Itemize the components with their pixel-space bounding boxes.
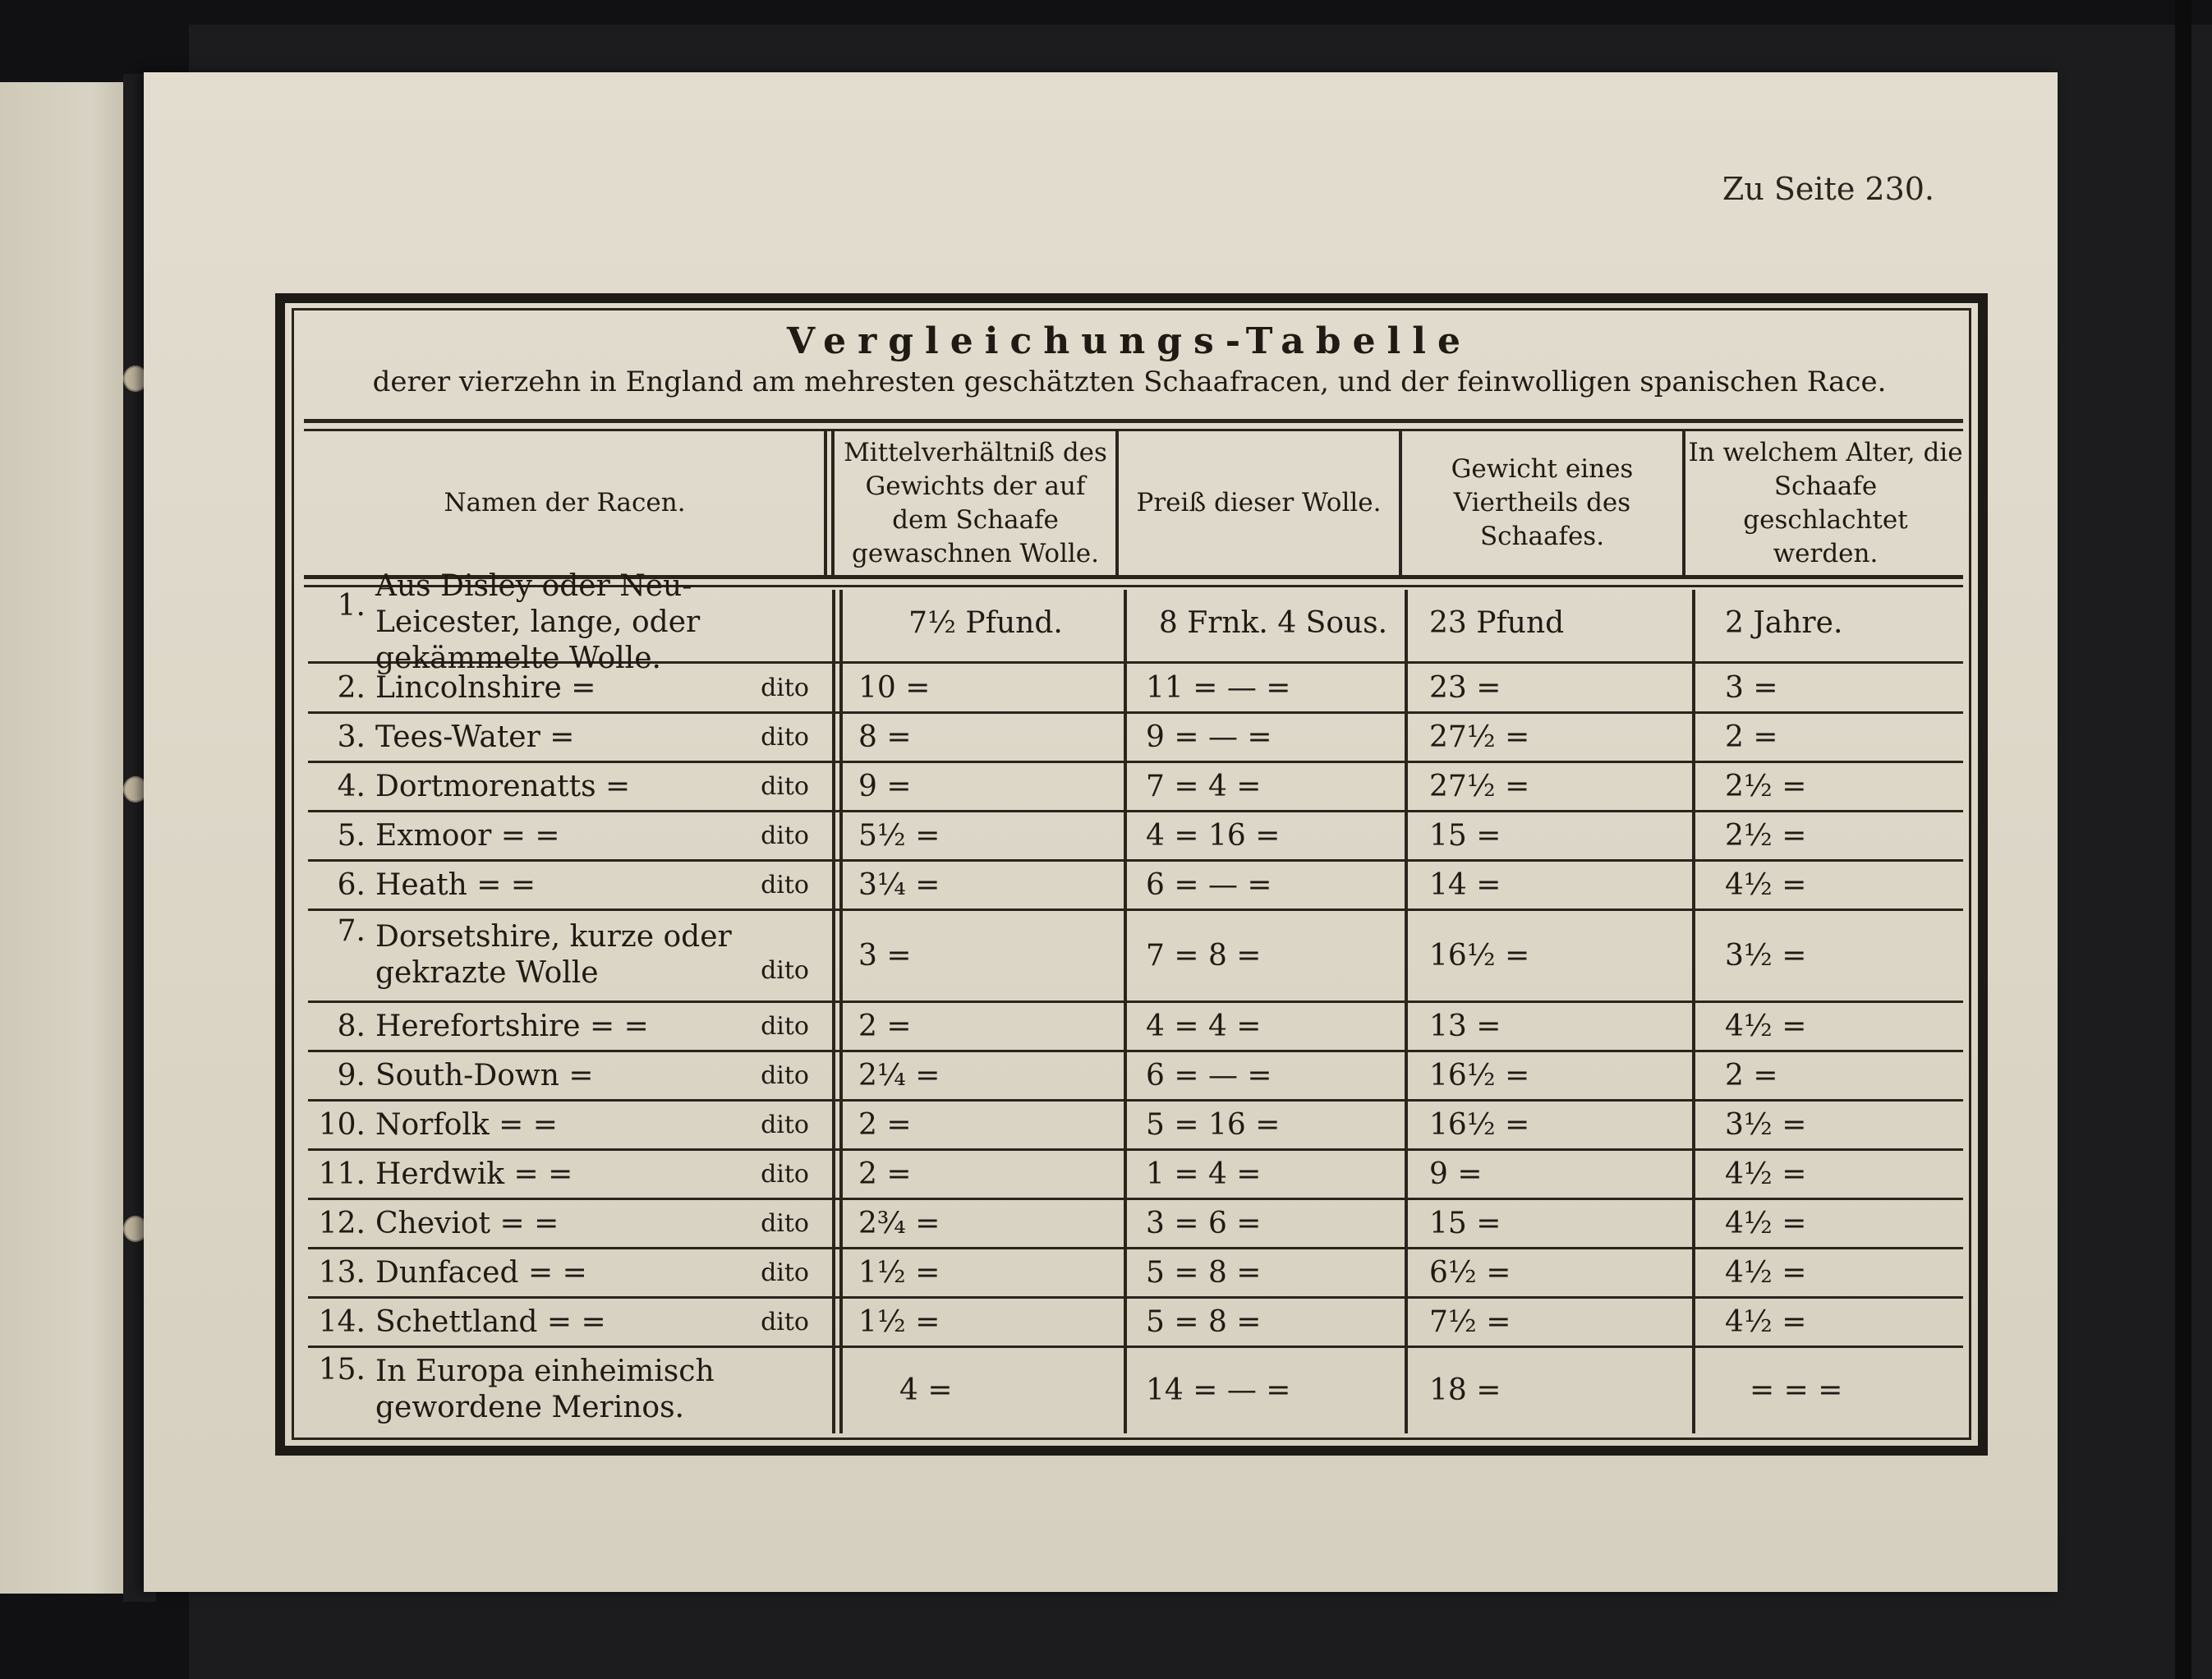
quarter-weight-cell: [1429, 1199, 1676, 1247]
value: 16½ =: [1429, 1107, 1530, 1142]
row-rule: [308, 1346, 1963, 1348]
value: 5 = 8 =: [1146, 1304, 1262, 1339]
value: 1 = 4 =: [1146, 1157, 1262, 1191]
age-cell: [1700, 1199, 1971, 1247]
quarter-weight-cell: [1429, 1298, 1676, 1346]
quarter-weight-cell: [1429, 1002, 1676, 1050]
value: 3 = 6 =: [1146, 1206, 1262, 1240]
table-row: [308, 812, 834, 859]
race-name: Aus Disley oder Neu-Leicester, lange, oder gekämmelte Wolle.: [375, 569, 701, 675]
race-name: Cheviot = =: [375, 1206, 559, 1240]
quarter-weight-cell: [1429, 713, 1676, 761]
wool-weight-cell: [850, 713, 1129, 761]
quarter-weight-cell: [1429, 1249, 1676, 1296]
value: 2 =: [1725, 1058, 1778, 1092]
ditto-mark: dito: [761, 1011, 809, 1041]
price-cell: [1146, 664, 1400, 711]
table-row: [308, 1298, 834, 1346]
price-cell: [1146, 1298, 1400, 1346]
wool-weight-cell: [850, 1249, 1129, 1296]
row-number: 11.: [318, 1157, 366, 1191]
page-reference: Zu Seite 230.: [1722, 171, 1934, 207]
age-cell: [1700, 762, 1971, 810]
value: 3 =: [858, 938, 912, 973]
table-row: [308, 1051, 834, 1099]
age-cell: [1700, 1101, 1971, 1148]
age-cell: [1700, 664, 1971, 711]
wool-weight-cell: [850, 664, 1129, 711]
value: 6½ =: [1429, 1255, 1511, 1290]
value: 14 =: [1429, 867, 1501, 902]
value: 2 Jahre.: [1725, 605, 1843, 640]
value: 9 =: [1429, 1157, 1483, 1191]
price-cell: [1146, 1002, 1400, 1050]
value: 13 =: [1429, 1009, 1501, 1043]
table-subtitle: derer vierzehn in England am mehresten geschätzten Schaafracen, und der feinwolligen spanischen Race.: [372, 366, 1887, 398]
ditto-mark: dito: [761, 1159, 809, 1189]
value: 2¼ =: [858, 1058, 940, 1092]
header-names: Namen der Racen.: [444, 488, 686, 518]
value: 7½ =: [1429, 1304, 1511, 1339]
value: 4½ =: [1725, 1255, 1807, 1290]
race-name: Norfolk = =: [375, 1107, 558, 1142]
price-cell: [1146, 910, 1400, 1000]
scan-edge: [2175, 0, 2191, 1679]
value: 2½ =: [1725, 769, 1807, 803]
column-rule: [1682, 431, 1685, 575]
value: 2 =: [858, 1157, 912, 1191]
value: 5 = 16 =: [1146, 1107, 1281, 1142]
wool-weight-cell: [850, 910, 1129, 1000]
column-rule: [1692, 590, 1695, 1433]
wool-weight-cell: [850, 585, 1121, 660]
age-cell: [1700, 910, 1971, 1000]
age-cell: [1700, 1298, 1971, 1346]
value: 4½ =: [1725, 1009, 1807, 1043]
value: 7 = 8 =: [1146, 938, 1262, 973]
race-name: Tees-Water =: [375, 720, 575, 754]
value: 8 Frnk. 4 Sous.: [1158, 605, 1388, 640]
value: 6 = — =: [1146, 1058, 1272, 1092]
value: 5 = 8 =: [1146, 1255, 1262, 1290]
value: 3½ =: [1725, 938, 1807, 973]
rule: [304, 419, 1963, 423]
column-rule: [1405, 590, 1408, 1433]
wool-weight-cell: [850, 1002, 1129, 1050]
value: 8 =: [858, 720, 912, 754]
row-number: 14.: [318, 1304, 366, 1339]
column-rule: [1399, 431, 1402, 575]
price-cell: [1146, 812, 1400, 859]
race-name: Herdwik = =: [375, 1157, 573, 1191]
quarter-weight-cell: [1429, 585, 1676, 660]
ditto-mark: dito: [761, 821, 809, 850]
value: 2½ =: [1725, 818, 1807, 853]
value: 2¾ =: [858, 1206, 940, 1240]
price-cell: [1146, 1249, 1400, 1296]
column-rule: [831, 431, 835, 575]
race-name: Lincolnshire =: [375, 670, 596, 705]
header-quarter-weight: Gewicht eines Viertheils des Schaafes.: [1451, 454, 1634, 551]
value: 5½ =: [858, 818, 940, 853]
value: 4 =: [899, 1373, 953, 1407]
column-rule: [839, 590, 843, 1433]
age-cell: [1700, 1249, 1971, 1296]
value: 3¼ =: [858, 867, 940, 902]
value: 23 Pfund: [1429, 605, 1565, 640]
quarter-weight-cell: [1429, 664, 1676, 711]
price-cell: [1146, 1349, 1400, 1431]
value: 6 = — =: [1146, 867, 1272, 902]
race-name: Schettland = =: [375, 1304, 606, 1339]
table-row: [308, 1101, 834, 1148]
header-age: In welchem Alter, die Schaafe geschlachtet werden.: [1688, 437, 1963, 568]
ditto-mark: dito: [761, 1307, 809, 1336]
ditto-mark: dito: [761, 1110, 809, 1139]
quarter-weight-cell: [1429, 1150, 1676, 1198]
ditto-mark: dito: [761, 956, 809, 985]
value: 2 =: [1725, 720, 1778, 754]
age-cell: [1700, 812, 1971, 859]
price-cell: [1146, 1101, 1400, 1148]
value: 1½ =: [858, 1304, 940, 1339]
race-name: Exmoor = =: [375, 818, 560, 853]
price-cell: [1146, 1199, 1400, 1247]
wool-weight-cell: [850, 762, 1129, 810]
age-cell: [1700, 713, 1971, 761]
age-cell: [1700, 1051, 1971, 1099]
row-number: 8.: [337, 1009, 366, 1043]
table-row: [308, 569, 834, 675]
row-number: 10.: [318, 1107, 366, 1142]
value: = = =: [1750, 1373, 1843, 1407]
price-cell: [1146, 713, 1400, 761]
wool-weight-cell: [850, 1199, 1129, 1247]
ditto-mark: dito: [761, 673, 809, 702]
race-name: Dunfaced = =: [375, 1255, 587, 1290]
value: 2 =: [858, 1107, 912, 1142]
quarter-weight-cell: [1429, 1101, 1676, 1148]
value: 7½ Pfund.: [908, 605, 1063, 640]
wool-weight-cell: [850, 812, 1129, 859]
quarter-weight-cell: [1429, 861, 1676, 908]
column-rule: [824, 431, 827, 575]
value: 16½ =: [1429, 1058, 1530, 1092]
quarter-weight-cell: [1429, 762, 1676, 810]
value: 1½ =: [858, 1255, 940, 1290]
value: 4½ =: [1725, 867, 1807, 902]
column-rule: [1115, 431, 1119, 575]
row-number: 13.: [318, 1255, 366, 1290]
race-name: In Europa einheimisch gewordene Merinos.: [375, 1355, 715, 1424]
price-cell: [1146, 861, 1400, 908]
table-row: [308, 664, 834, 711]
age-cell: [1700, 1150, 1971, 1198]
value: 3 =: [1725, 670, 1778, 705]
value: 11 = — =: [1146, 670, 1291, 705]
ditto-mark: dito: [761, 1060, 809, 1090]
value: 9 =: [858, 769, 912, 803]
price-cell: [1146, 1150, 1400, 1198]
value: 15 =: [1429, 818, 1501, 853]
age-cell: [1700, 861, 1971, 908]
wool-weight-cell: [850, 1298, 1129, 1346]
price-cell: [1146, 762, 1400, 810]
row-number: 2.: [337, 670, 366, 705]
table-row: [308, 1249, 834, 1296]
row-number: 12.: [318, 1206, 366, 1240]
row-number: 15.: [318, 1353, 366, 1387]
race-name: Herefortshire = =: [375, 1009, 649, 1043]
value: 4½ =: [1725, 1157, 1807, 1191]
age-cell: [1700, 1002, 1971, 1050]
table-row: [308, 910, 834, 1000]
value: 16½ =: [1429, 938, 1530, 973]
value: 4½ =: [1725, 1304, 1807, 1339]
table-row: [308, 1199, 834, 1247]
value: 4 = 4 =: [1146, 1009, 1262, 1043]
value: 7 = 4 =: [1146, 769, 1262, 803]
value: 3½ =: [1725, 1107, 1807, 1142]
price-cell: [1146, 585, 1400, 660]
table-row: [308, 1349, 834, 1431]
price-cell: [1146, 1051, 1400, 1099]
wool-weight-cell: [850, 1051, 1129, 1099]
header-wool-weight: Mittelverhältniß des Gewichts der auf dem Schaafe gewaschnen Wolle.: [844, 437, 1107, 568]
race-name: Dortmorenatts =: [375, 769, 631, 803]
header-price: Preiß dieser Wolle.: [1136, 488, 1382, 518]
row-number: 5.: [337, 818, 366, 853]
table-row: [308, 1150, 834, 1198]
value: 18 =: [1429, 1373, 1501, 1407]
left-page-edge: [0, 82, 140, 1594]
wool-weight-cell: [850, 1101, 1129, 1148]
value: 2 =: [858, 1009, 912, 1043]
ditto-mark: dito: [761, 771, 809, 801]
ditto-mark: dito: [761, 1208, 809, 1238]
age-cell: [1700, 585, 1971, 660]
value: 14 = — =: [1146, 1373, 1291, 1407]
value: 27½ =: [1429, 769, 1530, 803]
row-number: 6.: [337, 867, 366, 902]
race-name: South-Down =: [375, 1058, 594, 1092]
table-row: [308, 762, 834, 810]
ditto-mark: dito: [761, 722, 809, 752]
table-title: Vergleichungs-Tabelle: [787, 320, 1472, 362]
table-row: [308, 861, 834, 908]
quarter-weight-cell: [1429, 812, 1676, 859]
table-row: [308, 1002, 834, 1050]
quarter-weight-cell: [1429, 1349, 1676, 1431]
value: 4 = 16 =: [1146, 818, 1281, 853]
wool-weight-cell: [850, 1150, 1129, 1198]
age-cell: [1700, 1349, 1996, 1431]
row-number: 9.: [337, 1058, 366, 1092]
row-number: 7.: [337, 914, 366, 948]
ditto-mark: dito: [761, 870, 809, 899]
quarter-weight-cell: [1429, 1051, 1676, 1099]
value: 23 =: [1429, 670, 1501, 705]
row-number: 4.: [337, 769, 366, 803]
quarter-weight-cell: [1429, 910, 1676, 1000]
row-number: 3.: [337, 720, 366, 754]
value: 9 = — =: [1146, 720, 1272, 754]
race-name: Heath = =: [375, 867, 536, 902]
wool-weight-cell: [850, 861, 1129, 908]
value: 10 =: [858, 670, 931, 705]
ditto-mark: dito: [761, 1258, 809, 1287]
wool-weight-cell: [850, 1349, 1170, 1431]
row-number: 1.: [337, 589, 366, 623]
value: 4½ =: [1725, 1206, 1807, 1240]
race-name: Dorsetshire, kurze oder gekrazte Wolle: [375, 920, 732, 990]
value: 27½ =: [1429, 720, 1530, 754]
table-row: [308, 713, 834, 761]
value: 15 =: [1429, 1206, 1501, 1240]
